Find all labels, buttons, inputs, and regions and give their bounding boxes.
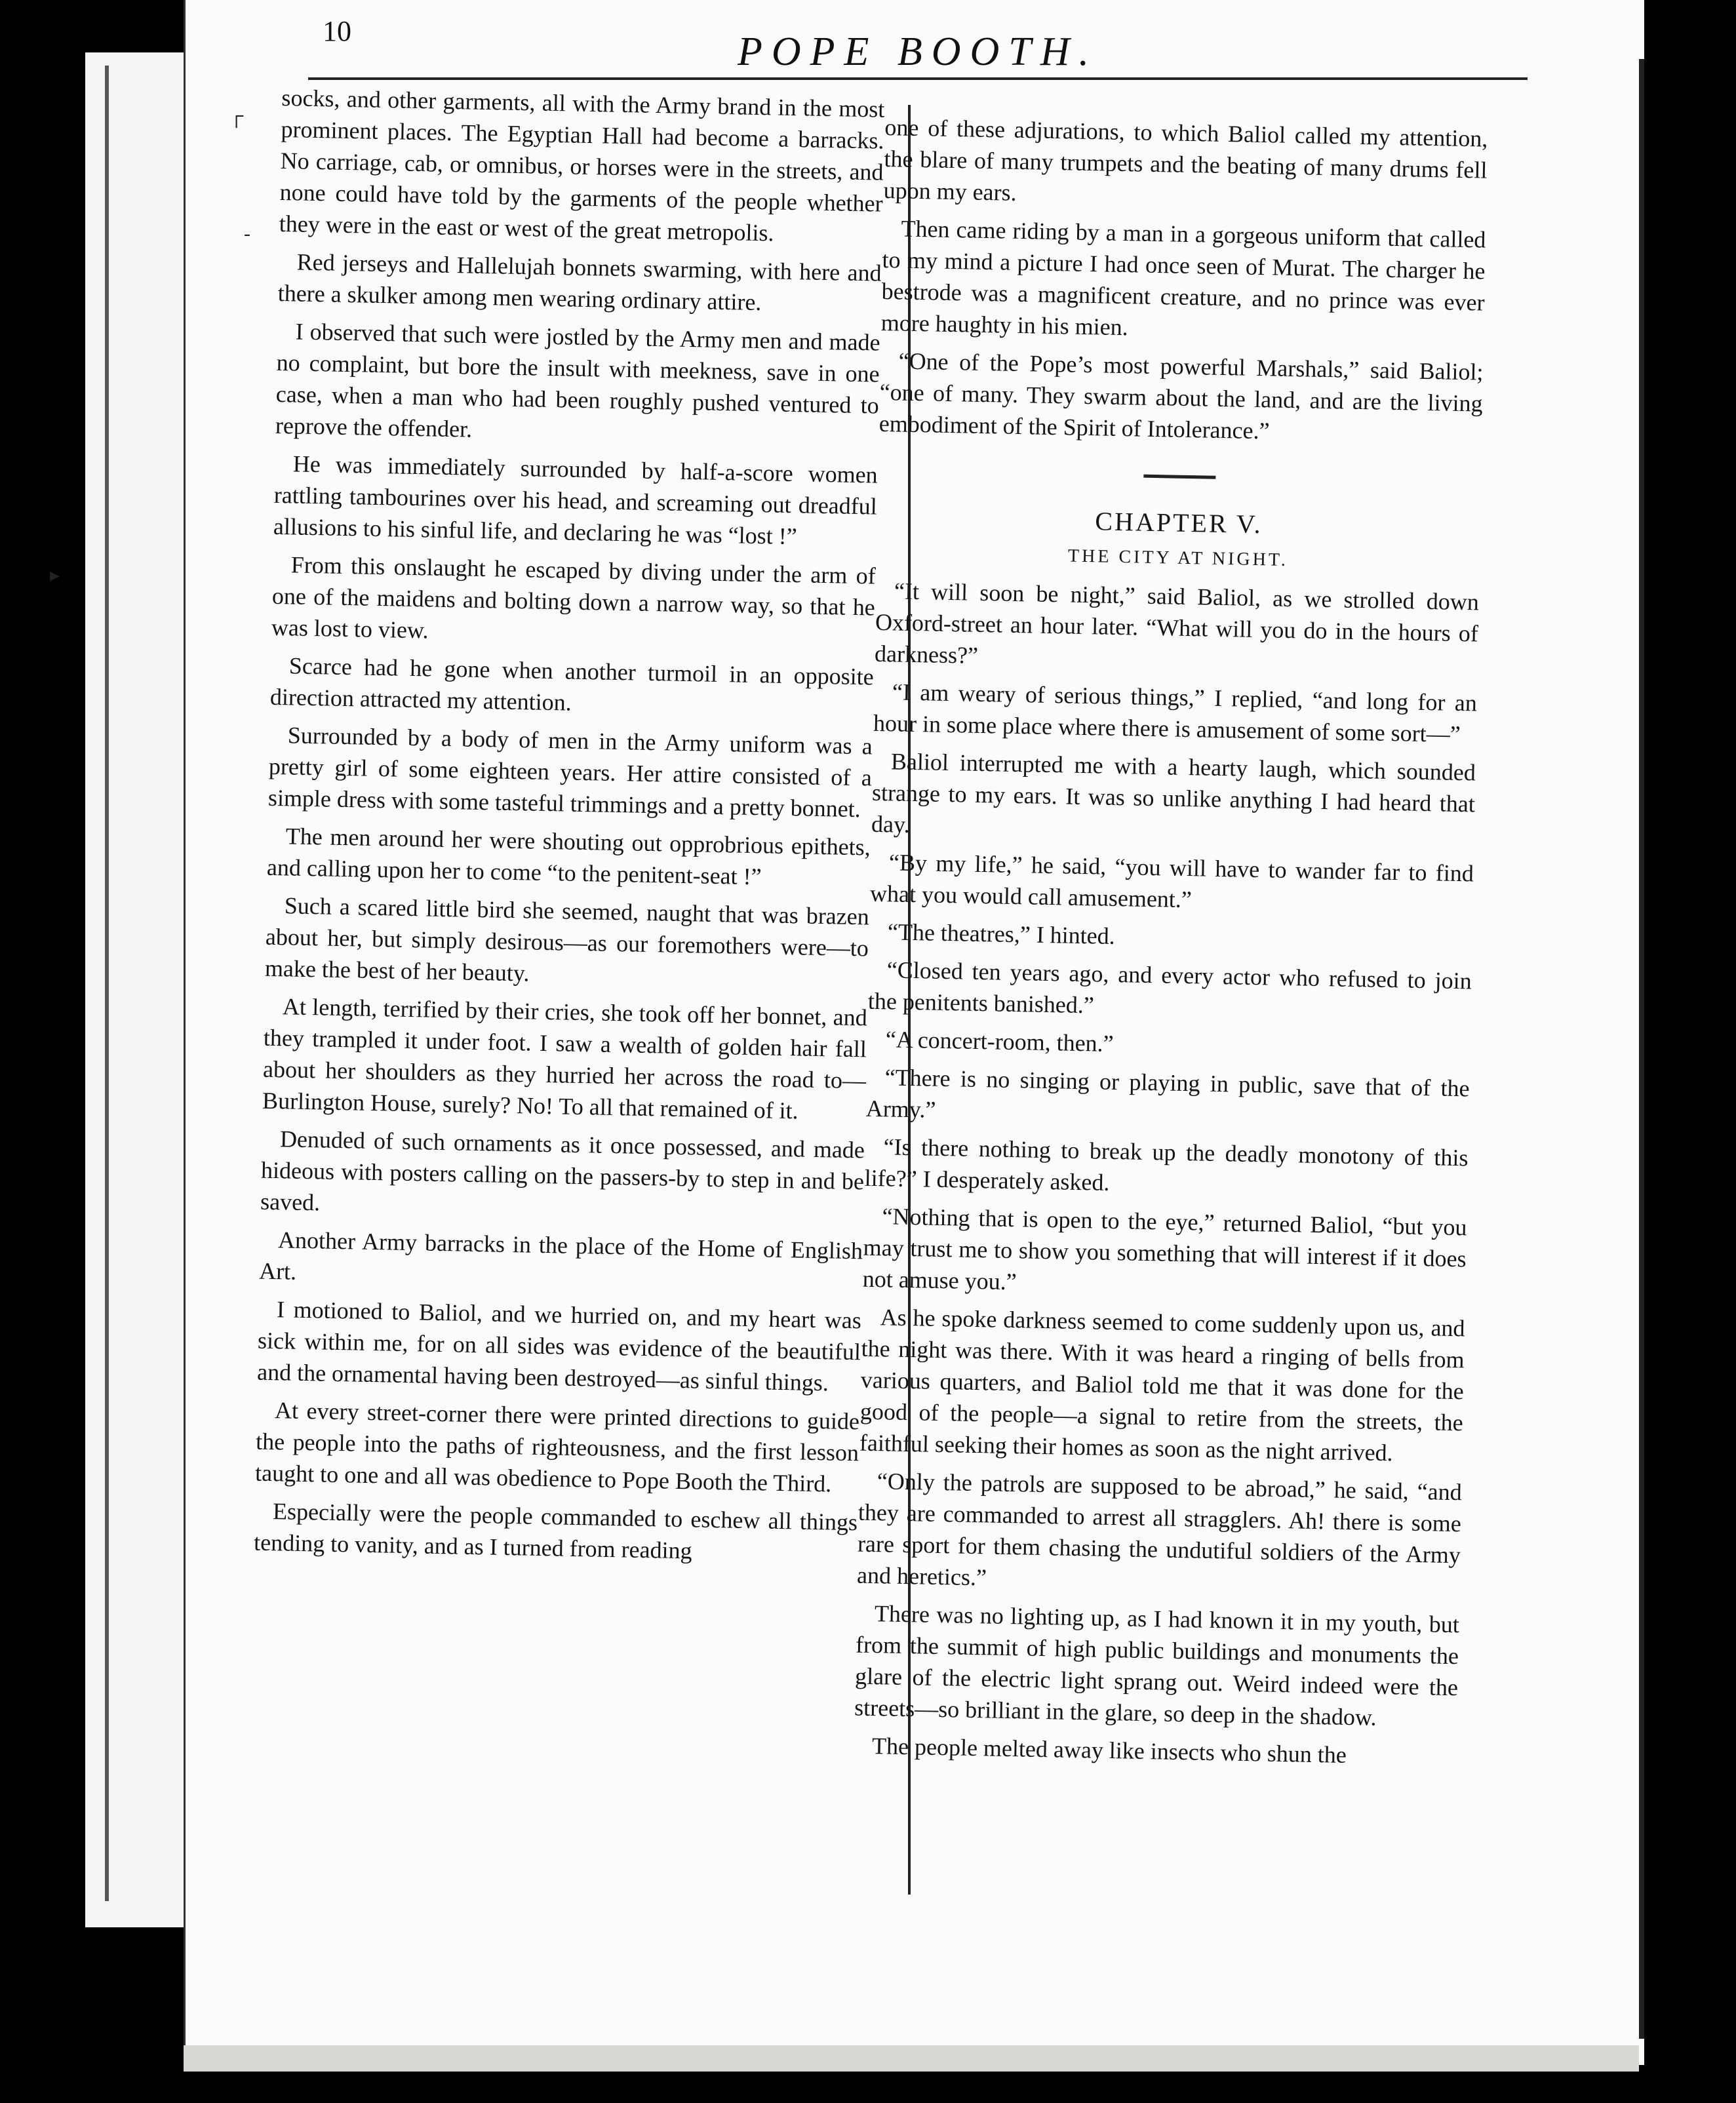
paragraph: Another Army barracks in the place of the Home of English Art. — [258, 1227, 863, 1285]
margin-mark: ┌ — [229, 105, 244, 127]
paragraph: “A concert-room, then.” — [885, 1026, 1115, 1057]
paragraph: “There is no singing or playing in public, save that of the Army.” — [865, 1064, 1470, 1123]
paragraph: The people melted away like insects who shun the — [871, 1733, 1347, 1768]
paragraph: There was no lighting up, as I had known it in my youth, but from the summit of high public buildings and monuments the glare of the electric light sprang out. Weird indeed were the streets—so brilliant in the glare, so deep in the shadow. — [854, 1600, 1460, 1731]
paragraph: I motioned to Baliol, and we hurried on, and my heart was sick within me, for on all sides was evidence of the beautiful and the ornamental having been destroyed—as sinful things. — [256, 1296, 862, 1396]
paragraph: Denuded of such ornaments as it once possessed, and made hideous with posters calling on the passers-by to step in and be saved. — [260, 1126, 865, 1216]
paragraph: I observed that such were jostled by the Army men and made no complaint, but bore the insult with meekness, save in one case, when a man who had been roughly pushed ventured to reprove the offender. — [275, 318, 880, 442]
paragraph: “Closed ten years ago, and every actor who refused to join the penitents banished.” — [867, 956, 1472, 1019]
page-right-edge — [1639, 59, 1644, 2039]
paragraph: “Nothing that is open to the eye,” returned Baliol, “but you may trust me to show you something that will interest if it does not amuse you.” — [862, 1203, 1467, 1295]
page-number: 10 — [323, 15, 351, 47]
paragraph: “One of the Pope’s most powerful Marshals,” said Baliol; “one of many. They swarm about the land, and are the living embodiment of the Spirit of Intolerance.” — [878, 347, 1484, 444]
page-header — [308, 7, 1528, 79]
left-column — [254, 82, 885, 1576]
paragraph: From this onslaught he escaped by diving under the arm of one of the maidens and bolting down a narrow way, so that he was lost to view. — [271, 551, 877, 644]
paragraph: Baliol interrupted me with a hearty laugh, which sounded strange to my ears. It was so unlike anything I had heard that day. — [871, 748, 1476, 838]
paragraph: He was immediately surrounded by half-a-score women rattling tambourines over his head, and screaming out dreadful allusions to his sinful life, and declaring he was “lost !” — [273, 450, 878, 550]
paragraph: As he spoke darkness seemed to come suddenly upon us, and the night was there. With it was heard a ringing of bells from various quarters, and Baliol told me that it was done for the good of the people—a signal to retire from the streets, the faithful seeking their homes as soon as the night arrived. — [859, 1304, 1465, 1466]
binding-shadow — [105, 66, 109, 1901]
paragraph: “By my life,” he said, “you will have to wander far to find what you would call amusement.” — [869, 849, 1474, 913]
paragraph: At every street-corner there were printed directions to guide the people into the paths of righteousness, and the first lesson taught to one and all was obedience to Pope Booth the Third. — [254, 1397, 860, 1497]
page-bottom-edge — [184, 2045, 1639, 2072]
paragraph: “The theatres,” I hinted. — [887, 918, 1116, 949]
right-column — [853, 111, 1488, 1779]
margin-mark: - — [244, 223, 250, 245]
paragraph: one of these adjurations, to which Baliol called my attention, the blare of many trumpets and the beating of many drums fell upon my ears. — [883, 113, 1488, 206]
paragraph: “It will soon be night,” said Baliol, as we strolled down Oxford-street an hour later. “What will you do in the hours of darkness?” — [874, 578, 1480, 669]
paragraph: “Is there nothing to break up the deadly monotony of this life?” I desperately asked. — [864, 1133, 1469, 1196]
running-title: POPE BOOTH. — [737, 29, 1099, 74]
paragraph: Scarce had he gone when another turmoil in an opposite direction attracted my attention. — [269, 652, 875, 716]
paragraph: Red jerseys and Hallelujah bonnets swarming, with here and there a skulker among men wearing ordinary attire. — [277, 248, 882, 316]
margin-mark: ▸ — [50, 564, 60, 586]
paragraph: Surrounded by a body of men in the Army uniform was a pretty girl of some eighteen years. Her attire consisted of a simple dress with some tasteful trimmings and a pretty bonnet. — [267, 722, 873, 823]
paragraph: The men around her were shouting out opprobrious epithets, and calling upon her to come “to the penitent-seat !” — [266, 823, 871, 890]
paragraph: “I am weary of serious things,” I replied, “and long for an hour in some place where there is amusement of some sort—” — [873, 678, 1478, 748]
scan-border — [1644, 0, 1736, 2103]
paragraph: “Only the patrols are supposed to be abroad,” he said, “and they are commanded to arrest all stragglers. Ah! there is some rare sport for them chasing the undutiful soldiers of the Army and heretics.” — [856, 1468, 1463, 1591]
paragraph: Then came riding by a man in a gorgeous uniform that called to my mind a picture I had once seen of Murat. The charger he bestrode was a magnificent creature, and no prince was ever more haughty in his mien. — [880, 215, 1486, 341]
paragraph: socks, and other garments, all with the Army brand in the most prominent places. The Egyptian Hall had become a barracks. No carriage, cab, or omnibus, or horses were in the streets, and none could have told by the garments of the people whether they were in the east or west of the great metropolis. — [279, 84, 885, 246]
previous-page-edge — [85, 52, 186, 1927]
paragraph: Especially were the people commanded to eschew all things tending to vanity, and as I turned from reading — [253, 1498, 858, 1564]
chapter-subtitle: THE CITY AT NIGHT. — [1067, 545, 1289, 570]
chapter-separator — [1143, 475, 1215, 479]
paragraph: Such a scared little bird she seemed, naught that was brazen about her, but simply desirous—as our foremothers were—to make the best of her beauty. — [264, 892, 870, 987]
chapter-title: CHAPTER V. — [1094, 506, 1263, 540]
header-rule — [308, 77, 1528, 80]
paragraph: At length, terrified by their cries, she took off her bonnet, and they trampled it under foot. I saw a wealth of golden hair fall about her shoulders as they hurried her across the road to— Burlington House, surely? No! To all that remained of it. — [262, 993, 868, 1124]
